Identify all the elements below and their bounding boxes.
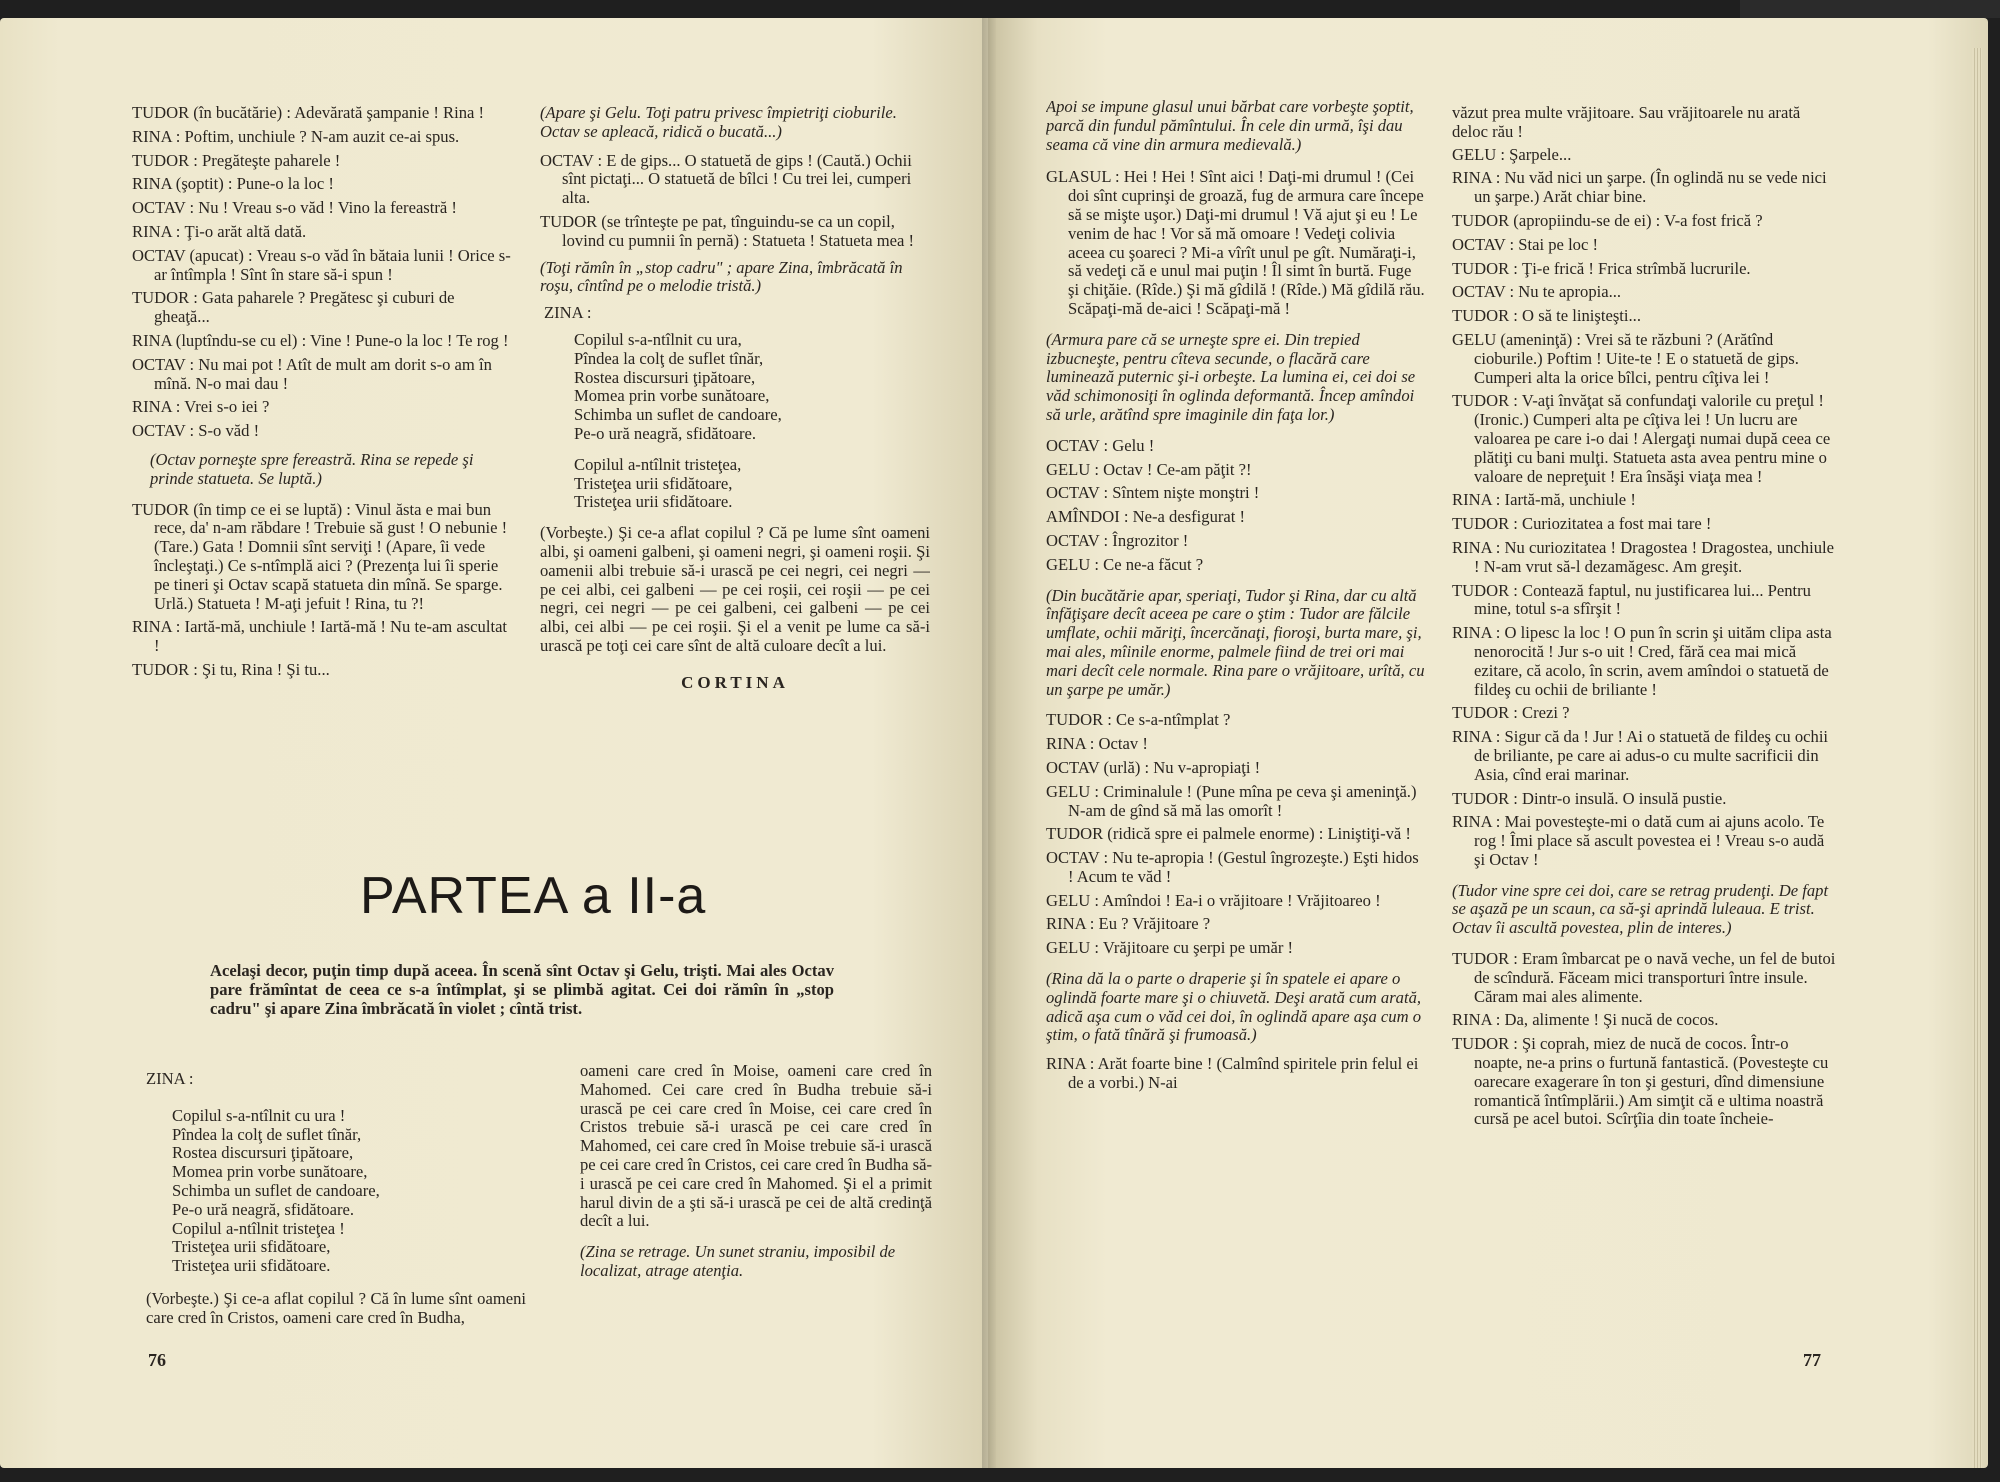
- stage-direction: Apoi se impune glasul unui bărbat care vorbeşte şoptit, parcă din fundul pămîntului. În cele din urmă, îşi dau seama că vine din armura medievală.): [1046, 98, 1414, 154]
- left-column-3: [146, 1070, 526, 1333]
- dialogue-line: OCTAV : Îngrozitor !: [1046, 530, 1189, 550]
- speaker-label: ZINA :: [544, 303, 592, 323]
- book-spine: [982, 18, 996, 1468]
- binding-corner: [1740, 0, 2000, 18]
- dialogue-line: TUDOR : Ce s-a-ntîmplat ?: [1046, 710, 1231, 730]
- song-verse: [172, 1107, 526, 1276]
- verse-line: Copilul a-ntîlnit tristeţea !: [172, 1218, 345, 1238]
- verse-line: Pe-o ură neagră, sfidătoare.: [574, 423, 756, 443]
- verse-line: Pîndea la colţ de suflet tînăr,: [574, 348, 764, 368]
- page-number: 76: [148, 1350, 166, 1370]
- dialogue-line: TUDOR : Curiozitatea a fost mai tare !: [1452, 514, 1712, 534]
- dialogue-line: OCTAV : Nu te-apropia ! (Gestul îngrozeşte.) Eşti hidos ! Acum te văd !: [1046, 848, 1419, 886]
- dialogue-line: RINA (luptîndu-se cu el) : Vine ! Pune-o la loc ! Te rog !: [132, 330, 509, 350]
- verse-line: Tristeţea urii sfidătoare.: [574, 492, 733, 512]
- left-page: [0, 18, 990, 1468]
- dialogue-line: GELU : Vrăjitoare cu şerpi pe umăr !: [1046, 938, 1294, 958]
- verse-line: Copilul a-ntîlnit tristeţea,: [574, 454, 742, 474]
- curtain-label: CORTINA: [681, 672, 789, 692]
- verse-line: Schimba un suflet de candoare,: [574, 405, 782, 425]
- left-column-2: [540, 104, 930, 693]
- monologue: (Vorbeşte.) Şi ce-a aflat copilul ? Că pe lume sînt oameni albi, şi oameni galbeni, şi oameni negri, şi oameni roşii. Şi oamenii albi trebuie să-i urască pe cei negri, cei negri — pe cei albi, cei galbeni — pe cei roşii, cei roşii — pe cei negri, cei negri — pe cei galbeni, cei galbeni — pe cei albi, cei albi — pe cei roşii. Şi el a venit pe lume ca să-i urască pe toţi cei care sînt de altă culoare decît a lui.: [540, 523, 930, 655]
- dialogue-line: RINA : Da, alimente ! Şi nucă de cocos.: [1452, 1010, 1719, 1030]
- left-column-4: [580, 1062, 932, 1281]
- dialogue-line: TUDOR : Pregăteşte paharele !: [132, 150, 341, 170]
- stage-direction: (Apare şi Gelu. Toţi patru privesc împietriţi cioburile. Octav se apleacă, ridică o bucată...): [540, 104, 897, 141]
- song-verse: [574, 331, 930, 444]
- dialogue-line: GELU : Criminalule ! (Pune mîna pe ceva şi ameninţă.) N-am de gînd să mă las omorît !: [1046, 781, 1417, 820]
- verse-line: Tristeţea urii sfidătoare,: [574, 473, 733, 493]
- dialogue-line: TUDOR (se trînteşte pe pat, tînguindu-se ca un copil, lovind cu pumnii în pernă) : Statueta ! Statueta mea !: [540, 211, 915, 250]
- right-column-2: [1452, 104, 1836, 1134]
- verse-line: Tristeţea urii sfidătoare.: [172, 1256, 331, 1276]
- speaker-label: ZINA :: [146, 1070, 194, 1088]
- dialogue-line: RINA : Iartă-mă, unchiule ! Iartă-mă ! Nu te-am ascultat !: [132, 617, 508, 656]
- dialogue-continuation: văzut prea multe vrăjitoare. Sau vrăjitoarele nu arată deloc rău !: [1452, 104, 1801, 141]
- dialogue-line: TUDOR (apropiindu-se de ei) : V-a fost frică ?: [1452, 210, 1763, 230]
- dialogue-line: TUDOR (ridică spre ei palmele enorme) : Liniştiţi-vă !: [1046, 824, 1411, 844]
- dialogue-line: OCTAV : S-o văd !: [132, 421, 260, 441]
- monologue: oameni care cred în Moise, oameni care cred în Mahomed. Cei care cred în Budha trebuie să-i urască pe cei care cred în Moise, cei care cred în Cristos trebuie să-i urască pe cei care cred în Mahomed, cei care cred în Moise trebuie să-i urască pe cei care cred în Cristos, cei care cred în Budha să-i urască pe cei care cred în Mahomed. Şi el a primit harul divin de a şti să-i urască pe cei de altă credinţă decît a lui.: [580, 1062, 932, 1231]
- dialogue-line: RINA : Eu ? Vrăjitoare ?: [1046, 914, 1211, 934]
- verse-line: Momea prin vorbe sunătoare,: [574, 386, 770, 406]
- part-heading: PARTEA a II-a: [360, 867, 707, 925]
- dialogue-line: TUDOR : Contează faptul, nu justificarea lui... Pentru mine, totul s-a sfîrşit !: [1452, 580, 1811, 619]
- dialogue-line: TUDOR : Şi tu, Rina ! Şi tu...: [132, 659, 330, 679]
- dialogue-line: RINA : Arăt foarte bine ! (Calmînd spiritele prin felul ei de a vorbi.) N-ai: [1046, 1054, 1419, 1093]
- dialogue-line: TUDOR : Ţi-e frică ! Frica strîmbă lucrurile.: [1452, 258, 1751, 278]
- scene-intro: Acelaşi decor, puţin timp după aceea. În scenă sînt Octav şi Gelu, trişti. Mai ales Octav pare frămîntat de ceea ce s-a întîmplat, şi se plimbă agitat. Cei doi rămîn în „stop cadru" şi apare Zina îmbrăcată în violet ; cîntă trist.: [210, 961, 834, 1018]
- stage-direction: (Armura pare că se urneşte spre ei. Din trepied izbucneşte, pentru cîteva secunde, o flacără care luminează puternic şi-i orbeşte. La lumina ei, cei doi se văd schimonosiţi în oglinda deformantă. Încep amîndoi să urle, arătînd spre imaginile din faţa lor.): [1046, 329, 1416, 424]
- dialogue-line: AMÎNDOI : Ne-a desfigurat !: [1046, 507, 1246, 527]
- dialogue-line: OCTAV : Stai pe loc !: [1452, 234, 1599, 254]
- stage-direction: (Rina dă la o parte o draperie şi în spatele ei apare o oglindă foarte mare şi o chiuvetă. Deşi arată cum arată, adică aşa cum o văd cei doi, în oglindă apare aşa cum o ştim, o fată tînără şi frumoasă.): [1046, 969, 1422, 1045]
- monologue: (Vorbeşte.) Şi ce-a aflat copilul ? Că în lume sînt oameni care cred în Cristos, oameni care cred în Budha,: [146, 1288, 526, 1327]
- dialogue-line: TUDOR : Eram îmbarcat pe o navă veche, un fel de butoi de scîndură. Făceam mici transporturi între insule. Căram mai ales alimente.: [1452, 949, 1836, 1006]
- dialogue-line: RINA : Mai povesteşte-mi o dată cum ai ajuns acolo. Te rog ! Îmi place să ascult povestea ei ! Vreau s-o audă şi Octav !: [1452, 812, 1825, 869]
- verse-line: Copilul s-a-ntîlnit cu ura !: [172, 1105, 346, 1125]
- dialogue-line: TUDOR : Dintr-o insulă. O insulă pustie.: [1452, 788, 1727, 808]
- dialogue-line: RINA : Iartă-mă, unchiule !: [1452, 490, 1636, 510]
- verse-line: Rostea discursuri ţipătoare,: [574, 367, 756, 387]
- dialogue-line: TUDOR (în bucătărie) : Adevărată şampanie ! Rina !: [132, 104, 485, 122]
- dialogue-line: RINA : O lipesc la loc ! O pun în scrin şi uităm clipa asta nenorocită ! Jur s-o uit ! Cred, fără cea mai mică ezitare, că acolo, în scrin, avem amîndoi o statuetă de fildeş cu ochii de briliante !: [1452, 623, 1832, 699]
- dialogue-line: OCTAV (apucat) : Vreau s-o văd în bătaia lunii ! Orice s-ar întîmpla ! Sînt în stare să-i spun !: [132, 245, 511, 284]
- verse-line: Rostea discursuri ţipătoare,: [172, 1143, 354, 1163]
- dialogue-line: GELU (ameninţă) : Vrei să te răzbuni ? (Arătînd cioburile.) Poftim ! Uite-te ! E o statuetă de gips. Cumperi alta la orice bîlci, pentru cîţiva lei !: [1452, 329, 1799, 387]
- dialogue-line: RINA (şoptit) : Pune-o la loc !: [132, 174, 334, 194]
- dialogue-line: TUDOR : Gata paharele ? Pregătesc şi cuburi de gheaţă...: [132, 288, 455, 327]
- dialogue-line: GLASUL : Hei ! Hei ! Sînt aici ! Daţi-mi drumul ! (Cei doi sînt cuprinşi de groază, fug de armura care începe să se mişte uşor.) Daţi-mi drumul ! Vă ajut şi eu ! Le venim de hac ! Vor să mă omoare ! Vedeţi colivia aceea cu şoareci ? Mi-a vîrît unul pe gît. Număraţi-i, să vedeţi că e unul mai puţin ! Îl simt în burtă. Fuge şi chiţăie. (Rîde.) Şi mă gîdilă ! (Rîde.) Mă gîdilă rău. Scăpaţi-mă de-aici ! Scăpaţi-mă !: [1046, 167, 1425, 318]
- dialogue-line: GELU : Octav ! Ce-am păţit ?!: [1046, 459, 1252, 479]
- dialogue-line: RINA : Octav !: [1046, 734, 1148, 754]
- dialogue-line: RINA : Ţi-o arăt altă dată.: [132, 221, 307, 241]
- stage-direction: (Octav porneşte spre fereastră. Rina se repede şi prinde statueta. Se luptă.): [150, 449, 474, 488]
- verse-line: Schimba un suflet de candoare,: [172, 1180, 380, 1200]
- dialogue-line: TUDOR (în timp ce ei se luptă) : Vinul ăsta e mai bun rece, da' n-am răbdare ! Trebuie să gust ! O nebunie ! (Tare.) Gata ! Domnii sînt serviţi ! (Apare, îi vede încleştaţi.) Ce s-ntîmplă aici ? (Prezenţa lui îi sperie pe tineri şi Octav scapă statueta din mînă. Se sparge. Urlă.) Statueta ! M-aţi jefuit ! Rina, tu ?!: [132, 499, 508, 613]
- dialogue-line: TUDOR : Şi coprah, miez de nucă de cocos. Într-o noapte, ne-a prins o furtună fantastică. (Povesteşte cu oarecare exagerare în ton şi gesturi, dînd dimensiune romantică întîmplării.) Am simţit că e ultima noastră cursă pe acel butoi. Scîrţîia din toate încheie-: [1452, 1034, 1829, 1129]
- dialogue-line: OCTAV : Nu ! Vreau s-o văd ! Vino la fereastră !: [132, 198, 457, 218]
- stage-direction: (Tudor vine spre cei doi, care se retrag prudenţi. De fapt se aşază pe un scaun, ca să-şi aprindă luleaua. E trist. Octav îi ascultă povestea, plin de interes.): [1452, 880, 1829, 938]
- page-edge: [1972, 48, 1982, 1468]
- song-verse: [574, 456, 930, 512]
- dialogue-line: OCTAV : Nu te apropia...: [1452, 282, 1622, 302]
- verse-line: Momea prin vorbe sunătoare,: [172, 1162, 368, 1182]
- verse-line: Pe-o ură neagră, sfidătoare.: [172, 1199, 354, 1219]
- right-page: [988, 18, 1988, 1468]
- stage-direction: (Din bucătărie apar, speriaţi, Tudor şi Rina, dar cu altă înfăţişare decît aceea pe care o ştim : Tudor are fălcile umflate, ochii măriţi, încercănaţi, fioroşi, burta mare, şi, mai ales, mîinile enorme, palmele fiind de trei ori mai mari decît cele normale. Rina pare o vrăjitoare, urîtă, cu un şarpe pe umăr.): [1046, 585, 1425, 699]
- dialogue-line: GELU : Ce ne-a făcut ?: [1046, 554, 1204, 574]
- dialogue-line: OCTAV : E de gips... O statuetă de gips ! (Caută.) Ochii sînt pictaţi... O statuetă de bîlci ! Cu trei lei, cumperi alta.: [540, 150, 912, 208]
- stage-direction: (Zina se retrage. Un sunet straniu, imposibil de localizat, atrage atenţia.: [580, 1242, 896, 1280]
- left-column-1: [132, 104, 512, 685]
- verse-line: Pîndea la colţ de suflet tînăr,: [172, 1124, 362, 1144]
- dialogue-line: RINA : Nu curiozitatea ! Dragostea ! Dragostea, unchiule ! N-am vrut să-l dezamăgesc. Am greşit.: [1452, 537, 1834, 576]
- stage-direction: (Toţi rămîn în „stop cadru" ; apare Zina, îmbrăcată în roşu, cîntînd pe o melodie tristă.): [540, 257, 903, 296]
- dialogue-line: RINA : Sigur că da ! Jur ! Ai o statuetă de fildeş cu ochii de briliante, pe care ai adus-o cu multe sacrificii din Asia, cînd erai marinar.: [1452, 727, 1829, 784]
- dialogue-line: TUDOR : O să te linişteşti...: [1452, 306, 1641, 326]
- dialogue-line: GELU : Amîndoi ! Ea-i o vrăjitoare ! Vrăjitoareo !: [1046, 890, 1381, 910]
- dialogue-line: OCTAV : Sîntem nişte monştri !: [1046, 483, 1260, 503]
- dialogue-line: TUDOR : Crezi ?: [1452, 703, 1570, 723]
- dialogue-line: OCTAV : Gelu !: [1046, 435, 1155, 455]
- verse-line: Copilul s-a-ntîlnit cu ura,: [574, 329, 742, 349]
- dialogue-line: OCTAV (urlă) : Nu v-apropiaţi !: [1046, 757, 1261, 777]
- dialogue-line: TUDOR : V-aţi învăţat să confundaţi valorile cu preţul ! (Ironic.) Cumperi alta pe cîţiva lei ! Un lucru are valoarea pe care i-o dai ! Alergaţi numai după ceea ce plătiţi cu bani mulţi. Statueta asta avea pentru mine o valoare de nepreţuit ! Era însăşi viaţa mea !: [1452, 391, 1831, 486]
- dialogue-line: RINA : Nu văd nici un şarpe. (În oglindă nu se vede nici un şarpe.) Arăt chiar bine.: [1452, 168, 1827, 207]
- verse-line: Tristeţea urii sfidătoare,: [172, 1237, 331, 1257]
- dialogue-line: RINA : Poftim, unchiule ? N-am auzit ce-ai spus.: [132, 126, 460, 146]
- right-column-1: [1046, 98, 1426, 1098]
- dialogue-line: RINA : Vrei s-o iei ?: [132, 397, 270, 417]
- dialogue-line: GELU : Şarpele...: [1452, 144, 1572, 164]
- page-number: 77: [1803, 1350, 1821, 1370]
- dialogue-line: OCTAV : Nu mai pot ! Atît de mult am dorit s-o am în mînă. N-o mai dau !: [132, 354, 492, 393]
